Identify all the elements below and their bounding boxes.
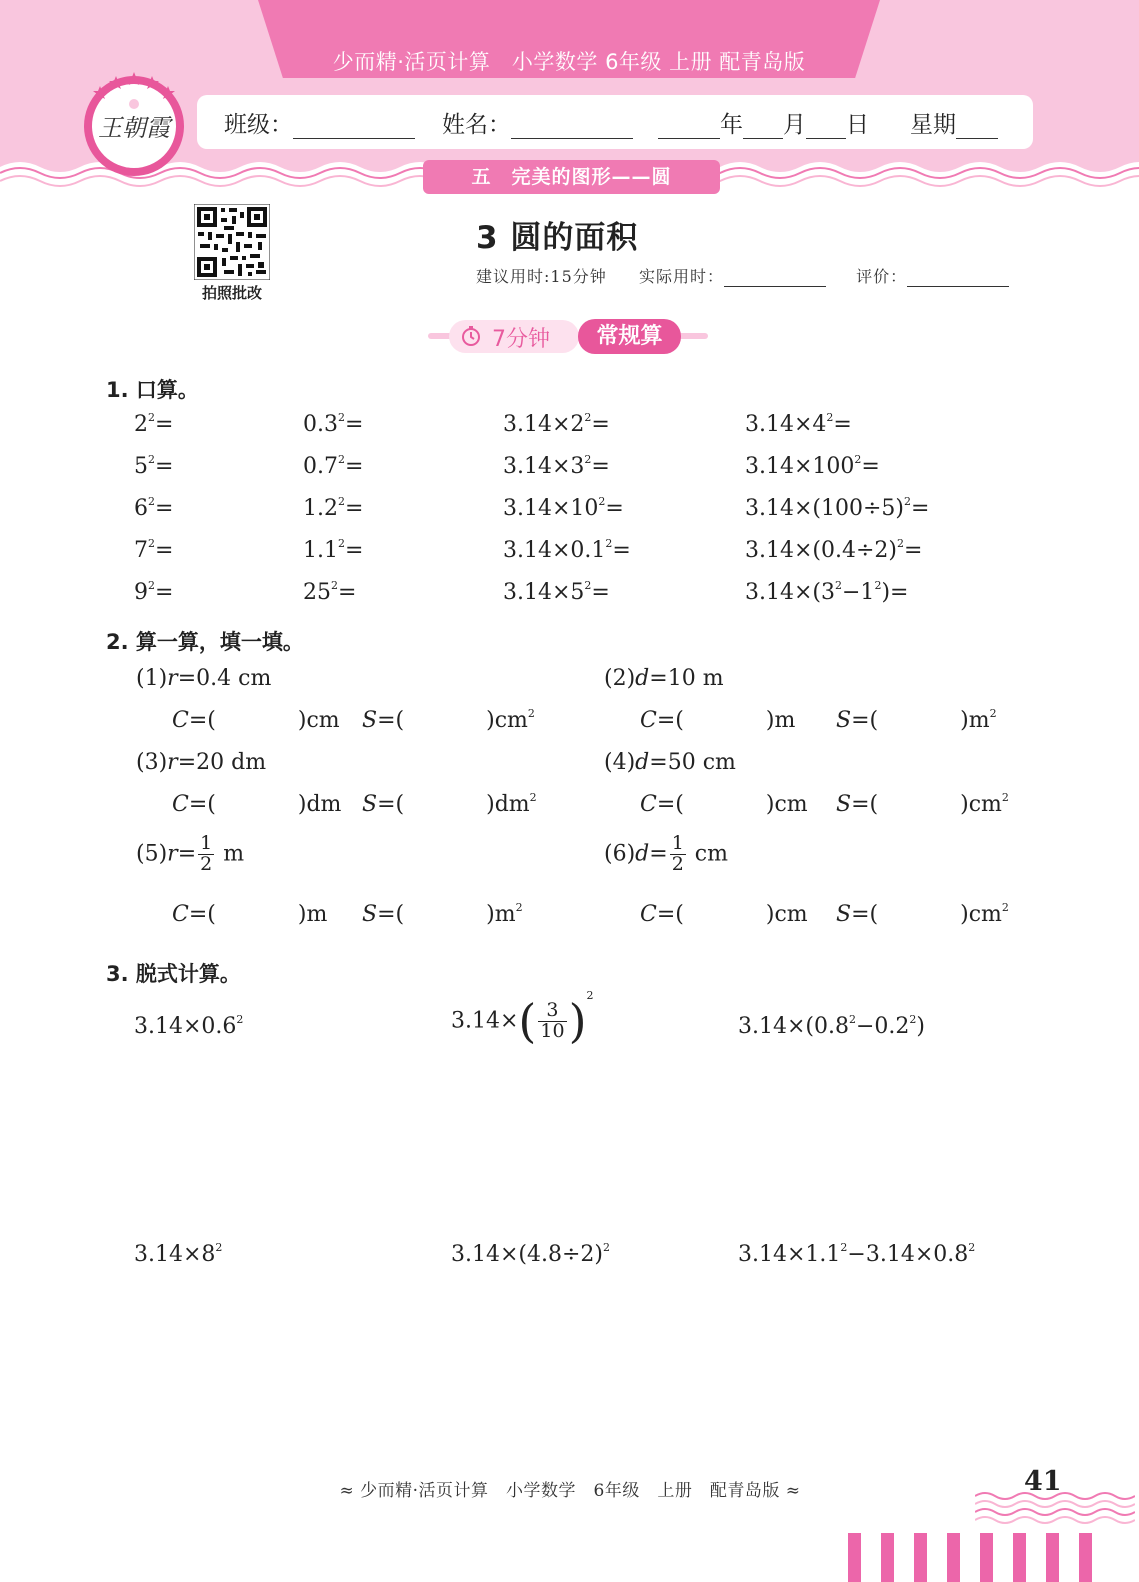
- circumference-blank[interactable]: C=( )m: [640, 708, 796, 733]
- footer-bar: [980, 1533, 993, 1582]
- area-blank[interactable]: S=( )$cm^2$: [362, 707, 535, 733]
- fill-in-condition: (4)d=50 cm: [604, 750, 736, 775]
- mental-math-item: $3.14\times 4^2=$: [745, 411, 852, 437]
- mental-math-item: $3.14\times 3^2=$: [503, 453, 610, 479]
- series-title: 少而精·活页计算 小学数学 6年级 上册 配青岛版: [332, 50, 806, 74]
- footer-waves: [975, 1488, 1135, 1528]
- calc-expression-5: $3.14\times(4.8\div 2)^2$: [451, 1241, 611, 1267]
- lesson-title: 3 圆的面积: [476, 220, 639, 256]
- question-3-title: 3. 脱式计算。: [106, 962, 241, 986]
- suggested-time: 建议用时:15分钟: [476, 267, 607, 286]
- circumference-blank[interactable]: C=( )cm: [640, 902, 808, 927]
- calc-expression-2: 3.14×( $\frac{3}{10}$ )$^2$: [451, 989, 594, 1048]
- fill-in-condition: (1)r=0.4 cm: [136, 666, 272, 691]
- footer-series: ≈ 少而精·活页计算 小学数学 6年级 上册 配青岛版 ≈: [339, 1481, 801, 1501]
- mental-math-item: $5^2=$: [134, 453, 174, 479]
- mental-math-item: $0.3^2=$: [303, 411, 364, 437]
- circumference-blank[interactable]: C=( )dm: [172, 792, 342, 817]
- area-blank[interactable]: S=( )$m^2$: [362, 901, 523, 927]
- badge-type: 常规算: [578, 319, 681, 354]
- question-1-title: 1. 口算。: [106, 378, 199, 402]
- qr-label: 拍照批改: [201, 284, 262, 302]
- evaluation-blank[interactable]: [907, 268, 1009, 287]
- area-blank[interactable]: S=( )$cm^2$: [836, 901, 1009, 927]
- mental-math-item: $3.14\times 5^2=$: [503, 579, 610, 605]
- weekday-field[interactable]: 星期: [910, 106, 998, 139]
- logo-text: 王朝霞: [98, 114, 170, 142]
- name-field[interactable]: 姓名：: [442, 106, 633, 139]
- footer-bar: [881, 1533, 894, 1582]
- mental-math-item: $1.1^2=$: [303, 537, 364, 563]
- mental-math-item: $9^2=$: [134, 579, 174, 605]
- mental-math-item: $3.14\times 2^2=$: [503, 411, 610, 437]
- mental-math-item: $1.2^2=$: [303, 495, 364, 521]
- footer-bar: [1079, 1533, 1092, 1582]
- evaluation-label: 评价：: [856, 267, 908, 286]
- circumference-blank[interactable]: C=( )m: [172, 902, 328, 927]
- footer-bar: [914, 1533, 927, 1582]
- page-number: 41: [1024, 1466, 1062, 1497]
- date-field[interactable]: 年 月 日: [658, 106, 869, 139]
- question-2-title: 2. 算一算，填一填。: [106, 630, 304, 654]
- footer-bar: [1046, 1533, 1059, 1582]
- mental-math-item: $3.14\times 10^2=$: [503, 495, 624, 521]
- badge-time: 7分钟: [492, 327, 550, 352]
- area-blank[interactable]: S=( )$cm^2$: [836, 791, 1009, 817]
- class-field[interactable]: 班级：: [224, 106, 415, 139]
- calc-expression-4: $3.14\times 8^2$: [134, 1241, 223, 1267]
- circumference-blank[interactable]: C=( )cm: [640, 792, 808, 817]
- mental-math-item: $0.7^2=$: [303, 453, 364, 479]
- footer-bar: [848, 1533, 861, 1582]
- calc-expression-1: $3.14\times 0.6^2$: [134, 1013, 244, 1039]
- circumference-blank[interactable]: C=( )cm: [172, 708, 340, 733]
- unit-title: 五 完美的图形——圆: [423, 160, 720, 194]
- mental-math-item: $3.14\times(0.4\div 2)^2=$: [745, 537, 923, 563]
- calc-expression-3: $3.14\times(0.8^2-0.2^2)$: [738, 1013, 926, 1039]
- time-line: [476, 264, 1009, 287]
- fill-in-condition: (2)d=10 m: [604, 666, 724, 691]
- fill-in-condition: (3)r=20 dm: [136, 750, 267, 775]
- mental-math-item: $7^2=$: [134, 537, 174, 563]
- area-blank[interactable]: S=( )$dm^2$: [362, 791, 537, 817]
- mental-math-item: $25^2=$: [303, 579, 357, 605]
- mental-math-item: $3.14\times 100^2=$: [745, 453, 880, 479]
- clock-icon: [460, 325, 482, 347]
- publisher-logo: [80, 70, 188, 178]
- mental-math-item: $6^2=$: [134, 495, 174, 521]
- footer-bar: [947, 1533, 960, 1582]
- fill-in-condition: (6)d= $\frac{1}{2}$ cm: [604, 832, 728, 875]
- mental-math-item: $2^2=$: [134, 411, 174, 437]
- calc-expression-6: $3.14\times 1.1^2-3.14\times 0.8^2$: [738, 1241, 976, 1267]
- footer-bar: [1013, 1533, 1026, 1582]
- mental-math-item: $3.14\times 0.1^2=$: [503, 537, 631, 563]
- mental-math-item: $3.14\times(3^2-1^2)=$: [745, 579, 909, 605]
- actual-time-blank[interactable]: [724, 268, 826, 287]
- qr-code-icon[interactable]: [194, 204, 270, 280]
- actual-time-label: 实际用时：: [638, 267, 724, 286]
- mental-math-item: $3.14\times(100\div 5)^2=$: [745, 495, 930, 521]
- fill-in-condition: (5)r= $\frac{1}{2}$ m: [136, 832, 245, 875]
- area-blank[interactable]: S=( )$m^2$: [836, 707, 997, 733]
